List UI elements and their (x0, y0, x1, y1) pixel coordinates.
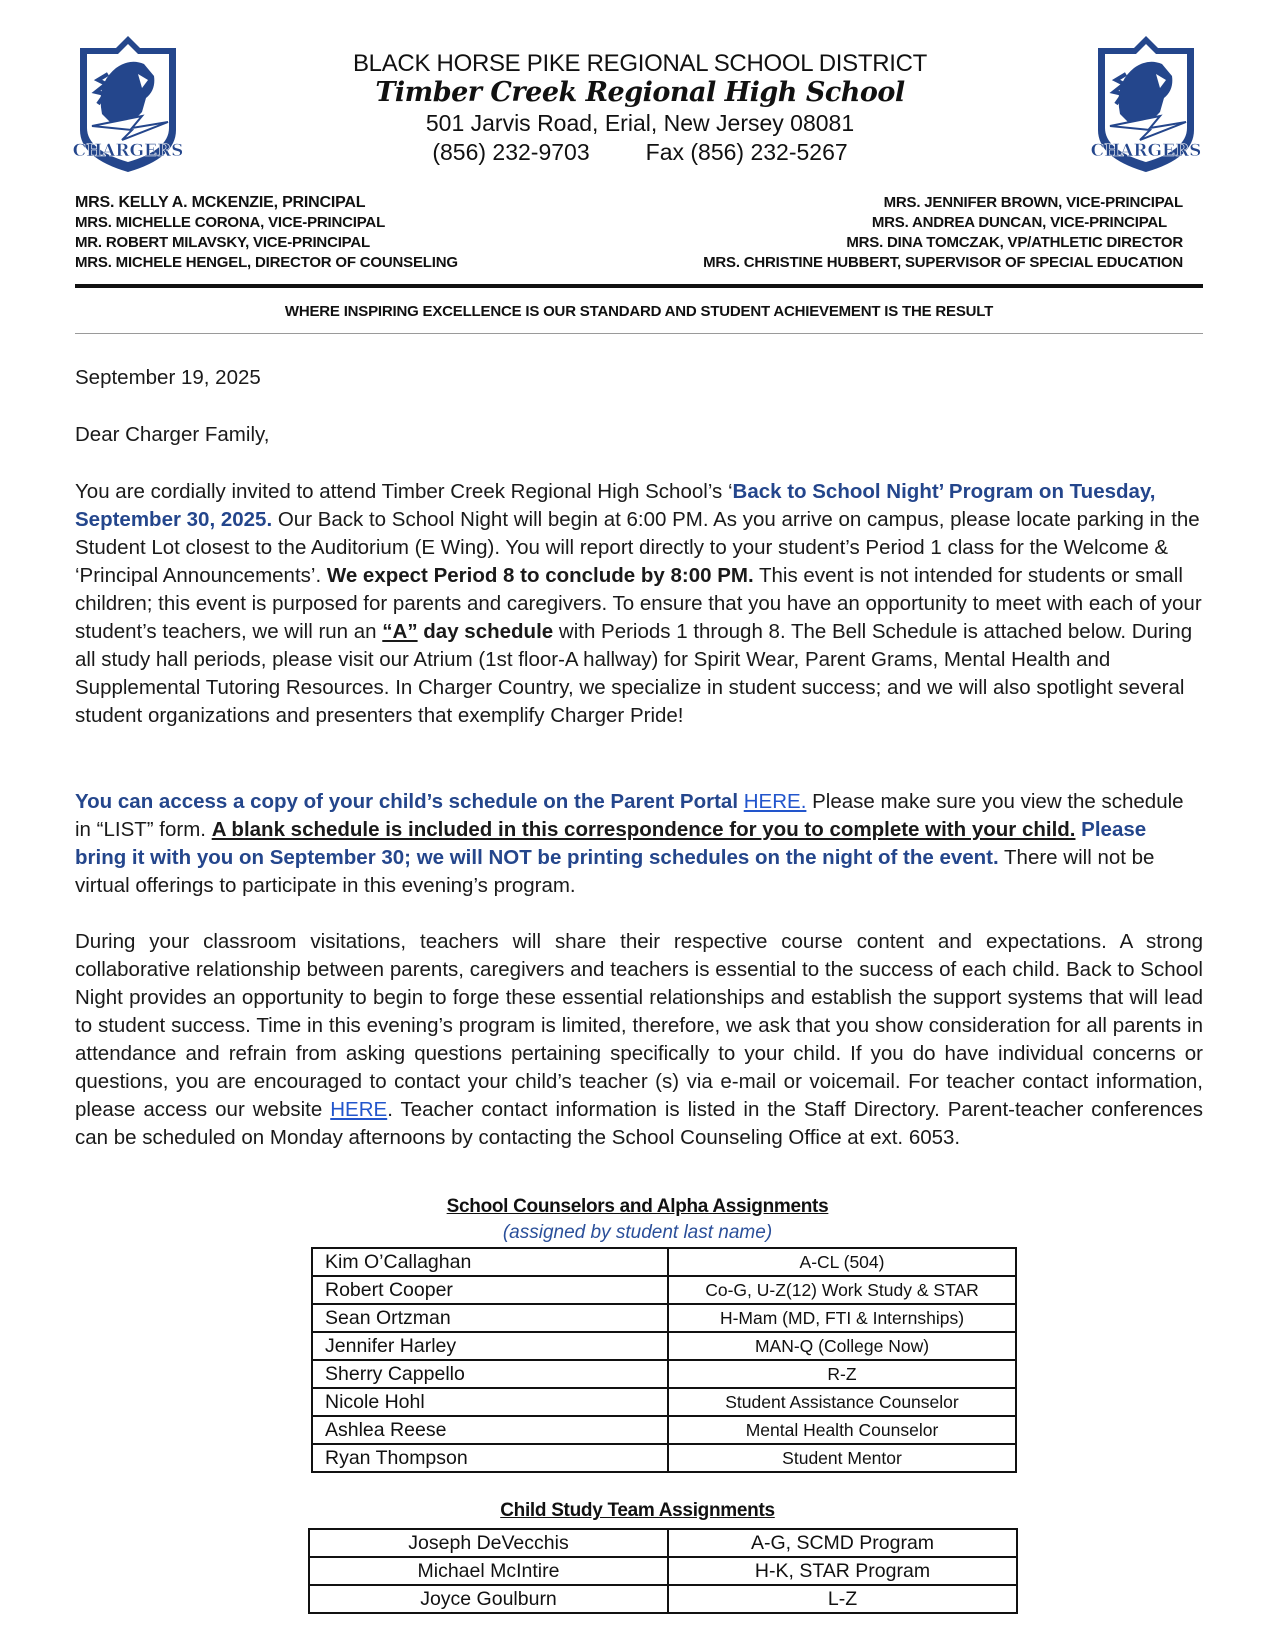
website-link[interactable]: HERE (330, 1098, 388, 1121)
staff-list-right (703, 193, 1183, 273)
letterhead (300, 50, 980, 166)
text: During your classroom visitations, teachers will share their respective course content and expectations. A strong collaborative relationship between parents, caregivers and teachers is essential to the success of each child. Back to School Night provides an opportunity to begin to forge these essential relationships and establish the support systems that will lead to student success. Time in this evening’s program is limited, therefore, we ask that you show consideration for all parents in attendance and refrain from asking questions pertaining specifically to your child. If you do have individual concerns or questions, you are encouraged to contact your child’s teacher (s) via e-mail or voicemail. For teacher contact information, please access our website (75, 930, 1203, 1121)
cst-assignment: H-K, STAR Program (668, 1557, 1017, 1585)
fax-number: Fax (856) 232-5267 (645, 139, 848, 165)
school-motto: WHERE INSPIRING EXCELLENCE IS OUR STANDARD AND STUDENT ACHIEVEMENT IS THE RESULT (284, 303, 994, 320)
counselor-name: Jennifer Harley (312, 1332, 668, 1360)
text: There will not be virtual offerings to participate in this evening’s program. (75, 846, 1155, 897)
table-row (312, 1388, 1016, 1416)
cst-member-name: Michael McIntire (309, 1557, 668, 1585)
table-row (312, 1332, 1016, 1360)
staff-member: MRS. ANDREA DUNCAN, VICE-PRINCIPAL (871, 214, 1167, 231)
table-row (312, 1304, 1016, 1332)
parent-portal-link[interactable]: HERE. (743, 790, 807, 813)
header-divider (75, 284, 1203, 288)
text: Please make sure you view the schedule in “LIST” form. (75, 790, 1184, 841)
text: Our Back to School Night will begin at 6:00 PM. As you arrive on campus, please locate parking in the Student Lot closest to the Auditorium (E Wing). You will report directly to your student’s Period 1 class for the Welcome & ‘Principal Announcements’. (75, 508, 1200, 587)
counselor-name: Ryan Thompson (312, 1444, 668, 1472)
paragraph-invitation (75, 478, 1203, 730)
chargers-logo-icon (72, 34, 184, 174)
counselor-name: Nicole Hohl (312, 1388, 668, 1416)
counselor-assignment: Mental Health Counselor (668, 1416, 1016, 1444)
staff-member: MR. ROBERT MILAVSKY, VICE-PRINCIPAL (75, 234, 370, 251)
paragraph-schedule (75, 788, 1203, 900)
table-row (309, 1529, 1017, 1557)
cst-assignment: L-Z (668, 1585, 1017, 1613)
table-row (312, 1276, 1016, 1304)
event-highlight: Back to School Night’ Program on Tuesday, September 30, 2025. (75, 480, 1156, 531)
staff-member: MRS. JENNIFER BROWN, VICE-PRINCIPAL (883, 194, 1183, 211)
text: with Periods 1 through 8. The Bell Schedule is attached below. During all study hall periods, please visit our Atrium (1st floor-A hallway) for Spirit Wear, Parent Grams, Mental Health and Supplemental Tutoring Resources. In Charger Country, we specialize in student success; and we will also spotlight several student organizations and presenters that exemplify Charger Pride! (75, 620, 1193, 727)
chargers-logo-icon (1090, 34, 1202, 174)
phone-number: (856) 232-9703 (432, 139, 590, 165)
end-time-highlight: We expect Period 8 to conclude by 8:00 PM. (326, 564, 754, 587)
letter-salutation: Dear Charger Family, (75, 423, 270, 446)
counselor-assignment: Student Assistance Counselor (668, 1388, 1016, 1416)
table-row (312, 1416, 1016, 1444)
staff-member: MRS. MICHELE HENGEL, DIRECTOR OF COUNSELING (75, 254, 458, 271)
counselor-assignment: A-CL (504) (668, 1248, 1016, 1276)
contact-numbers (300, 138, 980, 166)
child-study-team-table (308, 1528, 1018, 1614)
counselor-name: Sean Ortzman (312, 1304, 668, 1332)
counselors-table (311, 1247, 1017, 1473)
staff-member: MRS. CHRISTINE HUBBERT, SUPERVISOR OF SPECIAL EDUCATION (703, 254, 1183, 271)
counselor-assignment: R-Z (668, 1360, 1016, 1388)
table-row (309, 1585, 1017, 1613)
table-row (309, 1557, 1017, 1585)
table-row (312, 1444, 1016, 1472)
blank-schedule-note: A blank schedule is included in this correspondence for you to complete with your child. (211, 818, 1076, 841)
counselors-table-subtitle: (assigned by student last name) (502, 1222, 773, 1243)
staff-list-left (75, 193, 458, 273)
counselor-assignment: MAN-Q (College Now) (668, 1332, 1016, 1360)
counselors-table-title: School Counselors and Alpha Assignments (446, 1196, 829, 1217)
cst-table-title: Child Study Team Assignments (500, 1500, 775, 1521)
counselor-name: Ashlea Reese (312, 1416, 668, 1444)
counselor-name: Robert Cooper (312, 1276, 668, 1304)
motto-divider (75, 333, 1203, 334)
school-name: Timber Creek Regional High School (375, 77, 905, 108)
staff-member: MRS. DINA TOMCZAK, VP/ATHLETIC DIRECTOR (846, 234, 1183, 251)
counselor-assignment: Co-G, U-Z(12) Work Study & STAR (668, 1276, 1016, 1304)
counselor-name: Sherry Cappello (312, 1360, 668, 1388)
cst-assignment: A-G, SCMD Program (668, 1529, 1017, 1557)
counselor-assignment: Student Mentor (668, 1444, 1016, 1472)
cst-member-name: Joseph DeVecchis (309, 1529, 668, 1557)
svg-text:CHARGERS: CHARGERS (1090, 141, 1202, 161)
text: . Teacher contact information is listed in the Staff Directory. Parent-teacher conferences can be scheduled on Monday afternoons by contacting the School Counseling Office at ext. 6053. (75, 1098, 1203, 1149)
text: You are cordially invited to attend Timber Creek Regional High School’s ‘ (75, 480, 733, 503)
portal-highlight: You can access a copy of your child’s schedule on the Parent Portal (75, 790, 744, 813)
svg-text:CHARGERS: CHARGERS (72, 141, 184, 161)
table-row (312, 1360, 1016, 1388)
staff-member: MRS. MICHELLE CORONA, VICE-PRINCIPAL (75, 214, 386, 231)
paragraph-visitations (75, 928, 1203, 1152)
cst-member-name: Joyce Goulburn (309, 1585, 668, 1613)
district-name: BLACK HORSE PIKE REGIONAL SCHOOL DISTRICT (352, 50, 928, 77)
schedule-label: day schedule (417, 620, 554, 643)
staff-principal: MRS. KELLY A. MCKENZIE, PRINCIPAL (75, 194, 366, 211)
a-day-label: “A” (382, 620, 418, 643)
table-row (312, 1248, 1016, 1276)
counselor-name: Kim O’Callaghan (312, 1248, 668, 1276)
letter-date: September 19, 2025 (75, 366, 261, 389)
bring-schedule-note: Please bring it with you on September 30; we will NOT be printing schedules on the night of the event. (75, 818, 1147, 869)
school-address: 501 Jarvis Road, Erial, New Jersey 08081 (425, 110, 855, 136)
counselor-assignment: H-Mam (MD, FTI & Internships) (668, 1304, 1016, 1332)
text: This event is not intended for students or small children; this event is purposed for parents and caregivers. To ensure that you have an opportunity to meet with each of your student’s teachers, we will run an (75, 564, 1202, 643)
